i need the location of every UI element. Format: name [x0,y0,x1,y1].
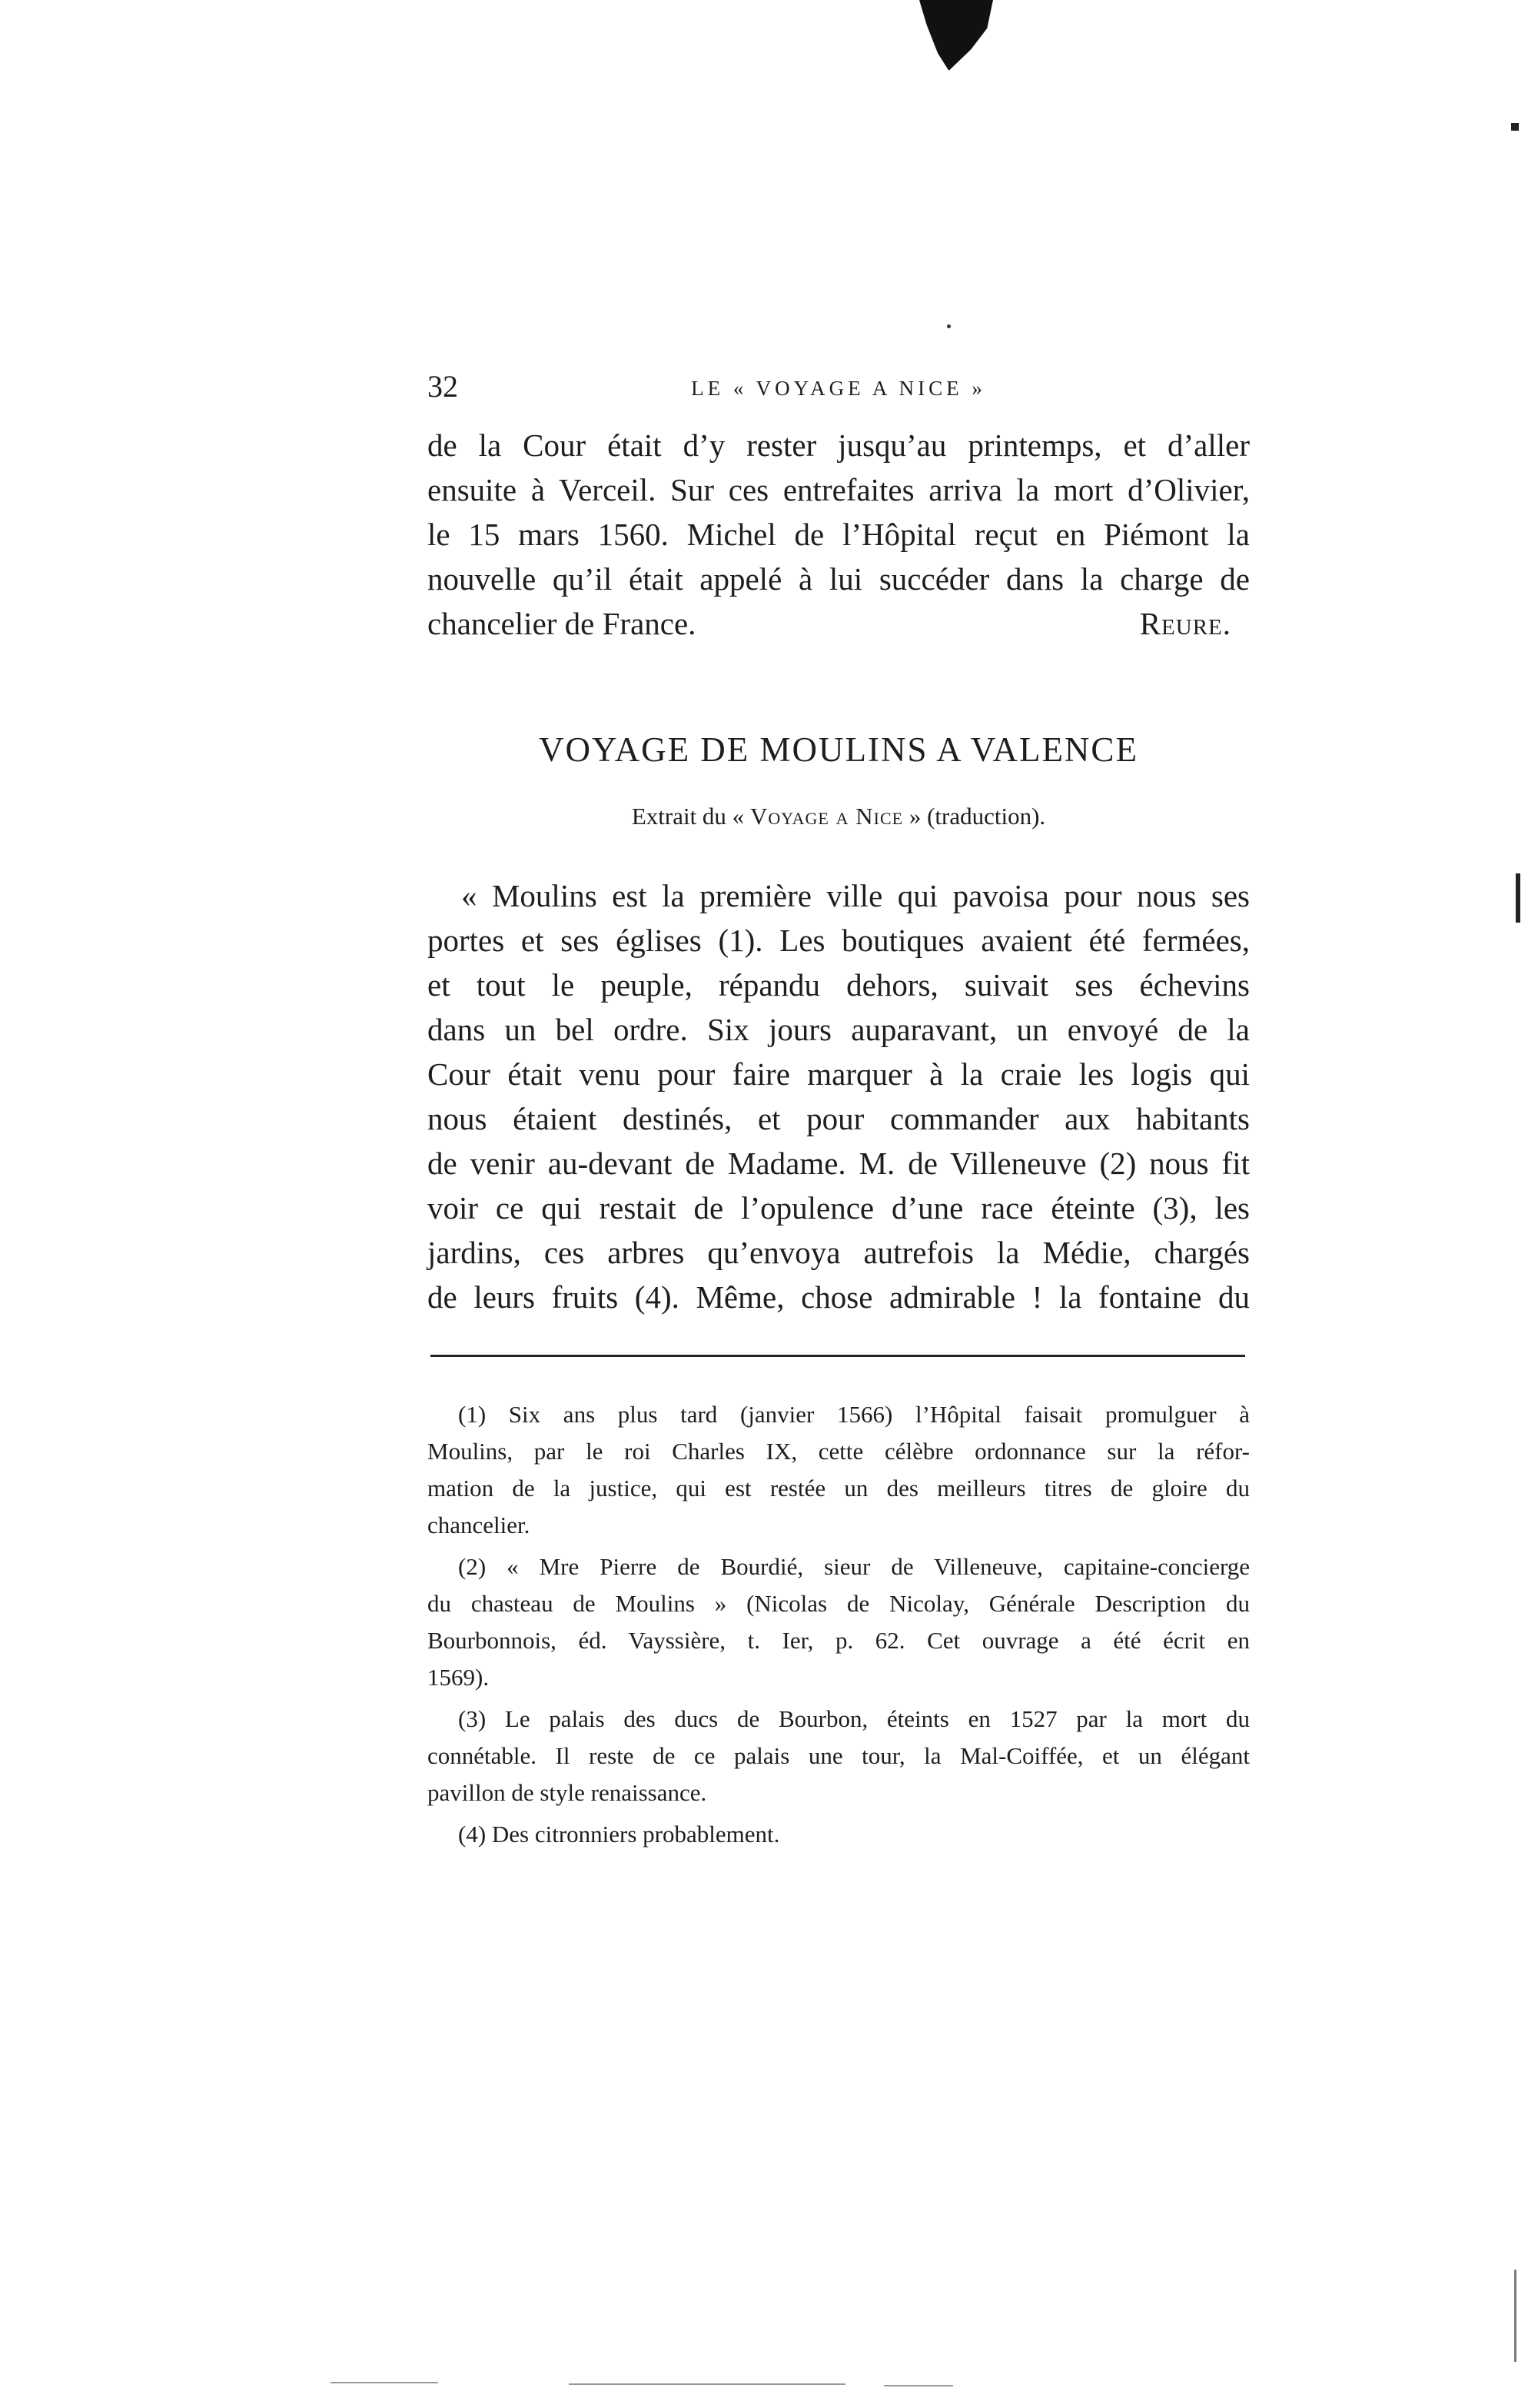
text-line: voir ce qui restait de l’opulence d’une race éteinte (3), les [427,1190,1250,1226]
section-subtitle [427,800,1250,833]
footnote-2-line: 1569). [427,1664,490,1691]
text-line: le 15 mars 1560. Michel de l’Hôpital reçut en Piémont la [427,517,1250,552]
bottom-edge-line [884,2385,953,2386]
running-head: LE « VOYAGE A NICE » [691,377,986,400]
footnote-3-line: pavillon de style renaissance. [427,1779,707,1806]
bottom-edge-line [569,2383,845,2385]
footnote-1-line: mation de la justice, qui est restée un des meilleurs titres de gloire du [427,1475,1250,1502]
footnote-3-line: (3) Le palais des ducs de Bourbon, éteints en 1527 par la mort du [458,1705,1250,1732]
edge-mark [1511,123,1519,131]
footnote-1-line: chancelier. [427,1512,530,1538]
text-line: ensuite à Verceil. Sur ces entrefaites arriva la mort d’Olivier, [427,472,1250,507]
footnote-1-line: Moulins, par le roi Charles IX, cette célèbre ordonnance sur la réfor- [427,1438,1250,1465]
text-line: « Moulins est la première ville qui pavoisa pour nous ses [461,878,1250,913]
text-line: jardins, ces arbres qu’envoya autrefois la Médie, chargés [427,1235,1250,1270]
footnote-3-line: connétable. Il reste de ce palais une tour, la Mal-Coiffée, et un élégant [427,1742,1250,1769]
footnote-2-line: du chasteau de Moulins » (Nicolas de Nicolay, Générale Description du [427,1590,1250,1617]
text-line: nouvelle qu’il était appelé à lui succéder dans la charge de [427,561,1250,597]
signature-line [427,601,1250,646]
edge-mark [1514,2270,1516,2362]
text-line: chancelier de France. [427,606,696,641]
text-line: de la Cour était d’y rester jusqu’au printemps, et d’aller [427,427,1250,463]
paragraph-quote [427,873,1250,1319]
paragraph-continuation [427,423,1250,646]
subtitle-suffix: » (traduction). [903,803,1046,830]
footnotes [427,1396,1250,1853]
footnote-2-line: Bourbonnois, éd. Vayssière, t. Ier, p. 62. Cet ouvrage a été écrit en [427,1627,1250,1654]
text-line: de venir au-devant de Madame. M. de Villeneuve (2) nous fit [427,1146,1250,1181]
footnote-4-line: (4) Des citronniers probablement. [458,1821,780,1848]
text-line: nous étaient destinés, et pour commander aux habitants [427,1101,1250,1136]
footnote-1-line: (1) Six ans plus tard (janvier 1566) l’Hôpital faisait promulguer à [458,1401,1250,1428]
footnote-2-line: (2) « Mre Pierre de Bourdié, sieur de Villeneuve, capitaine-concierge [458,1553,1250,1580]
text-line: portes et ses églises (1). Les boutiques avaient été fermées, [427,923,1250,958]
ink-blot-mark [919,0,993,71]
subtitle-work-title: Voyage a Nice [749,803,904,830]
edge-mark [1516,873,1520,923]
text-line: Cour était venu pour faire marquer à la craie les logis qui [427,1056,1250,1092]
page-number: 32 [427,369,458,404]
dust-speck [947,324,951,328]
section-title: VOYAGE DE MOULINS A VALENCE [539,730,1138,769]
footnote-divider [430,1355,1245,1357]
text-line: de leurs fruits (4). Même, chose admirable ! la fontaine du [427,1279,1250,1315]
page-header [427,368,1250,406]
subtitle-prefix: Extrait du « [631,803,750,830]
author-signature: Reure. [1139,606,1231,641]
bottom-edge-line [331,2382,438,2383]
text-line: et tout le peuple, répandu dehors, suivait ses échevins [427,967,1250,1003]
text-line: dans un bel ordre. Six jours auparavant, un envoyé de la [427,1012,1250,1047]
